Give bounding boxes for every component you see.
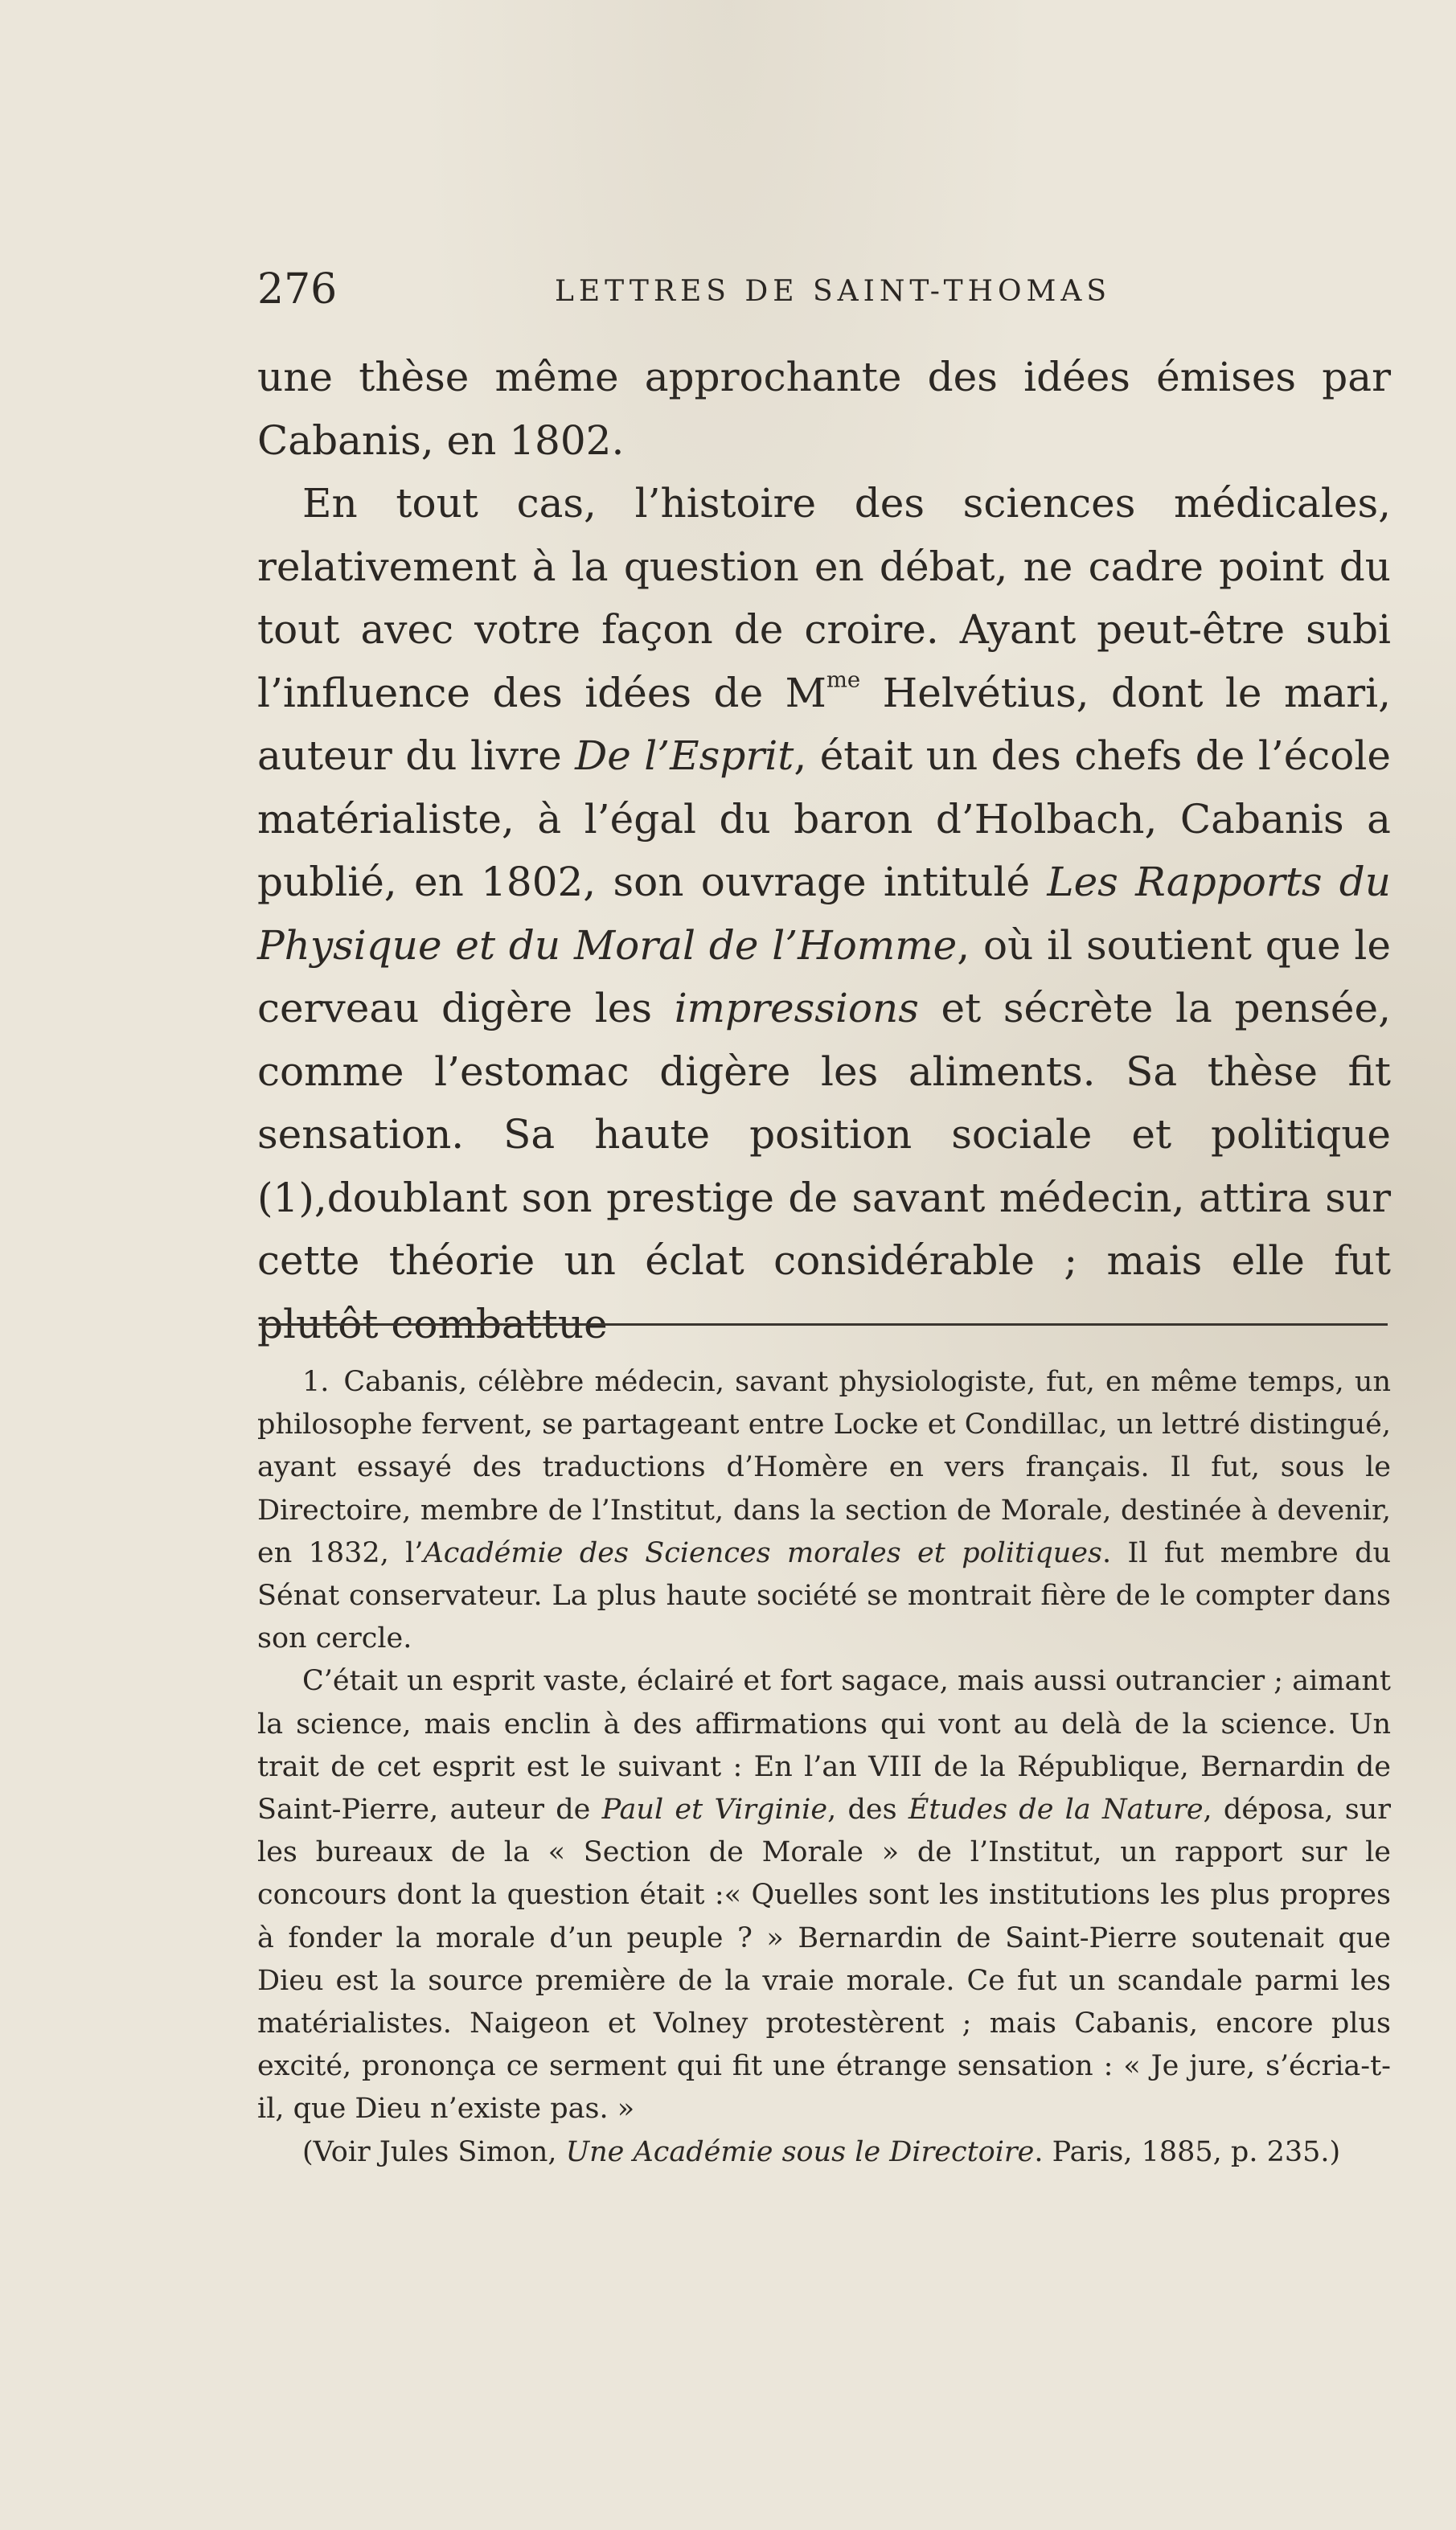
paragraph-1: une thèse même approchante des idées émises par Cabanis, en 1802. (257, 354, 1391, 464)
running-title: LETTRES DE SAINT-THOMAS (555, 275, 1112, 308)
footnote-number: 1. (302, 1366, 330, 1398)
page-header (257, 265, 1391, 314)
page-number: 276 (257, 265, 338, 314)
footnote-citation: (Voir Jules Simon, Une Académie sous le Directoire. Paris, 1885, p. 235.) (302, 2135, 1341, 2168)
emphasis-impressions: impressions (674, 985, 919, 1031)
book-title-de-l-esprit: De l’Esprit (575, 732, 794, 779)
footnote-divider (259, 1323, 1388, 1326)
book-title-paul-virginie: Paul et Virginie (601, 1794, 828, 1827)
book-title-rapports: Les Rapports du Physique et du Moral de l’Homme (257, 859, 1392, 969)
book-title-academie-directoire: Une Académie sous le Directoire (565, 2135, 1035, 2168)
academie-title: Académie des Sciences morales et politiques (423, 1536, 1102, 1569)
main-text (257, 346, 1391, 1355)
paragraph-2: En tout cas, l’histoire des sciences médicales, relativement à la question en débat, ne cadre point du tout avec votre façon de croire. Ayant peut-être subi l’influence des idées de $M^{me}$ Helvétius, dont le mari, auteur du livre De l’Esprit, était un des chefs de l’école matérialiste, à l’égal du baron d’Holbach, Cabanis a publié, en 1802, son ouvrage intitulé Les Rapports du Physique et du Moral de l’Homme, où il soutient que le cerveau digère les impressions et sécrète la pensée, comme l’estomac digère les aliments. Sa thèse fit sensation. Sa haute position sociale et politique (1),doublant son prestige de savant médecin, attira sur cette théorie un éclat considérable ; mais elle fut plutôt combattue (257, 480, 1392, 1347)
footnote-1: 1. Cabanis, célèbre médecin, savant physiologiste, fut, en même temps, un philosophe fervent, se partageant entre Locke et Condillac, un lettré distingué, ayant essayé des traductions d’Homère en vers français. Il fut, sous le Directoire, membre de l’Institut, dans la section de Morale, destinée à devenir, en 1832, l’Académie des Sciences morales et politiques. Il fut membre du Sénat conservateur. La plus haute société se montrait fière de le compter dans son cercle. (257, 1366, 1392, 1655)
book-title-etudes: Études de la Nature (908, 1794, 1204, 1827)
footnote-paragraph-2: C’était un esprit vaste, éclairé et fort sagace, mais aussi outrancier ; aimant la science, mais enclin à des affirmations qui vont au delà de la science. Un trait de cet esprit est le suivant : En l’an VIII de la République, Bernardin de Saint-Pierre, auteur de Paul et Virginie, des Études de la Nature, déposa, sur les bureaux de la « Section de Morale » de l’Institut, un rapport sur le concours dont la question était :« Quelles sont les institutions les plus propres à fonder la morale d’un peuple ? » Bernardin de Saint-Pierre soutenait que Dieu est la source première de la vraie morale. Ce fut un scandale parmi les matérialistes. Naigeon et Volney protestèrent ; mais Cabanis, encore plus excité, prononça ce serment qui fit une étrange sensation : « Je jure, s’écria-t-il, que Dieu n’existe pas. » (257, 1665, 1391, 2126)
footnotes (257, 1361, 1391, 2174)
superscript-me: me (826, 666, 861, 692)
